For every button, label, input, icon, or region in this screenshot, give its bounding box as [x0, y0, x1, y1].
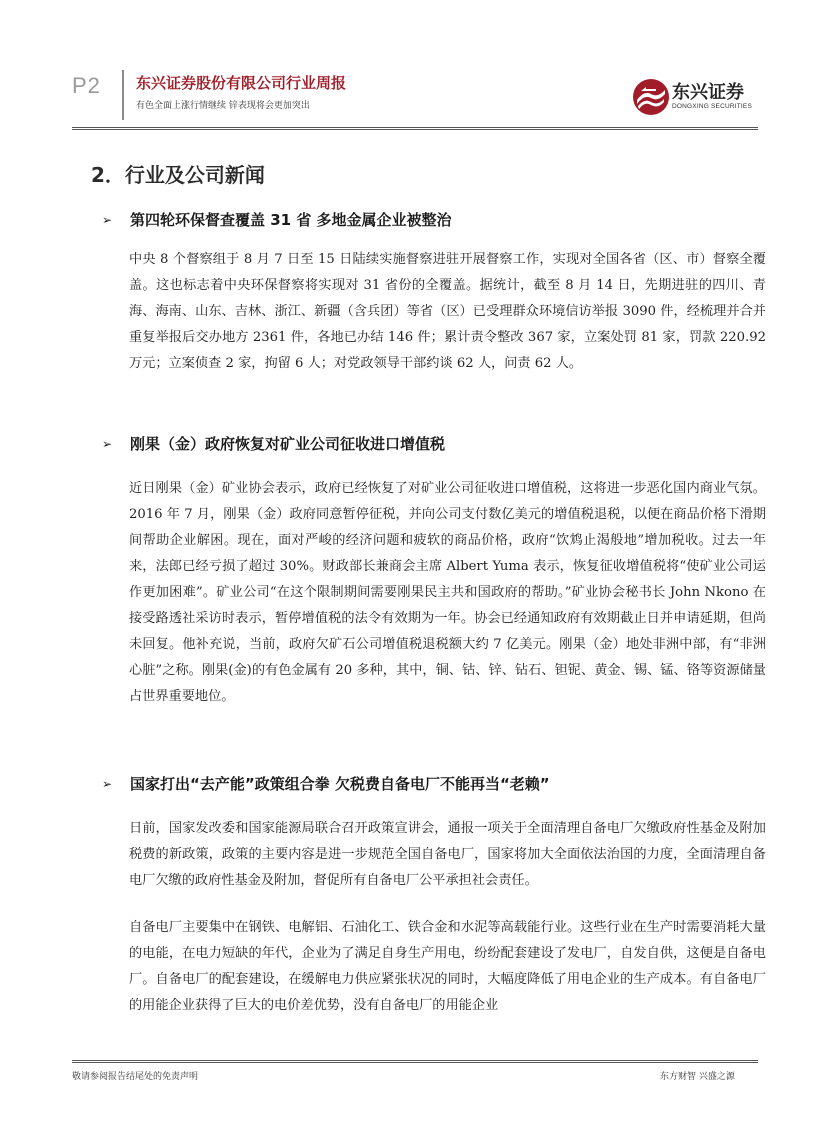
arrow-bullet-icon: ➢	[102, 777, 113, 791]
news-paragraph: 日前，国家发改委和国家能源局联合召开政策宣讲会，通报一项关于全面清理自备电厂欠缴政府性基金及附加税费的新政策，政策的主要内容是进一步规范全国自备电厂，国家将加大全面依法治国的力度，全面清理自备电厂欠缴的政府性基金及附加，督促所有自备电厂公平承担社会责任。	[129, 821, 766, 888]
news-heading-text: 国家打出“去产能”政策组合拳 欠税费自备电厂不能再当“老赖”	[130, 775, 550, 793]
news-paragraph: 自备电厂主要集中在钢铁、电解铝、石油化工、铁合金和水泥等高载能行业。这些行业在生产时需要消耗大量的电能，在电力短缺的年代，企业为了满足自身生产用电，纷纷配套建设了发电厂，自发自供，这便是自备电厂。自备电厂的配套建设，在缓解电力供应紧张状况的同时，大幅度降低了用电企业的生产成本。有自备电厂的用能企业获得了巨大的电价差优势，没有自备电厂的用能企业	[129, 920, 766, 1013]
footer-rule	[72, 1060, 758, 1063]
logo-text-en: DONGXING SECURITIES	[672, 103, 753, 110]
logo-emblem-icon	[632, 78, 670, 116]
company-logo	[632, 78, 772, 120]
news-heading	[102, 209, 452, 230]
news-heading	[102, 773, 550, 794]
header-divider	[122, 70, 124, 120]
footer-disclaimer: 敬请参阅报告结尾处的免责声明	[72, 1072, 199, 1082]
news-heading-text: 刚果（金）政府恢复对矿业公司征收进口增值税	[130, 435, 446, 453]
page-number: P2	[72, 73, 101, 98]
arrow-bullet-icon: ➢	[102, 213, 113, 227]
logo-text-cn: 东兴证券	[672, 82, 744, 103]
header-rule	[72, 127, 758, 130]
news-heading-text: 第四轮环保督查覆盖 31 省 多地金属企业被整治	[130, 211, 452, 229]
news-heading	[102, 433, 445, 454]
news-paragraph: 近日刚果（金）矿业协会表示，政府已经恢复了对矿业公司征收进口增值税，这将进一步恶化国内商业气氛。2016 年 7 月，刚果（金）政府同意暂停征税，并向公司支付数亿美元的增值税退税，以便在商品价格下滑期间帮助企业解困。现在，面对严峻的经济问题和疲软的商品价格，政府“饮鸩止渴般地”增加税收。过去一年来，法郎已经亏损了超过 30%。财政部长兼商会主席 Albert Yuma 表示，恢复征收增值税将“使矿业公司运作更加困难”。矿业公司“在这个限制期间需要刚果民主共和国政府的帮助。”矿业协会秘书长 John Nkono 在接受路透社采访时表示，暂停增值税的法令有效期为一年。协会已经通知政府有效期截止日并申请延期，但尚未回复。他补充说，当前，政府欠矿石公司增值税退税额大约 7 亿美元。刚果（金）地处非洲中部，有“非洲心脏”之称。刚果(金)的有色金属有 20 多种，其中，铜、钴、锌、钻石、钽铌、黄金、锡、锰、铬等资源储量占世界重要地位。	[129, 481, 766, 704]
news-paragraph: 中央 8 个督察组于 8 月 7 日至 15 日陆续实施督察进驻开展督察工作，实现对全国各省（区、市）督察全覆盖。这也标志着中央环保督察将实现对 31 省份的全覆盖。据统计，截至 8 月 14 日，先期进驻的四川、青海、海南、山东、吉林、浙江、新疆（含兵团）等省（区）已受理群众环境信访举报 3090 件，经梳理并合并重复举报后交办地方 2361 件，各地已办结 146 件；累计责令整改 367 家，立案处罚 81 家，罚款 220.92 万元；立案侦查 2 家，拘留 6 人；对党政领导干部约谈 62 人，问责 62 人。	[129, 252, 766, 371]
report-subtitle: 有色全面上涨行情继续 锌表现将会更加突出	[136, 101, 310, 111]
footer-slogan: 东方财智 兴盛之源	[660, 1072, 735, 1082]
arrow-bullet-icon: ➢	[102, 437, 113, 451]
section-title: 2．行业及公司新闻	[91, 163, 265, 187]
report-title: 东兴证券股份有限公司行业周报	[136, 74, 347, 92]
